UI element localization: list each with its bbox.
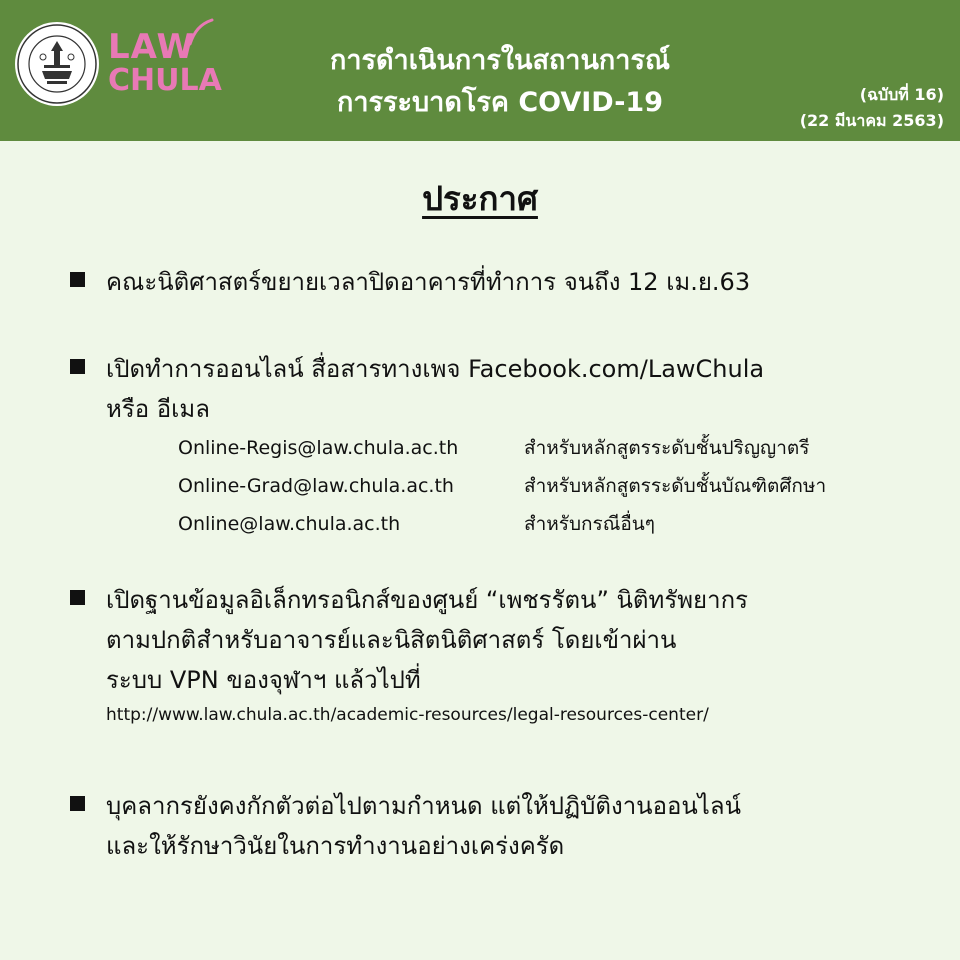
list-item-1 [70, 262, 930, 302]
email-row [178, 505, 930, 543]
email-purpose: สำหรับหลักสูตรระดับชั้นปริญญาตรี [524, 437, 810, 459]
header-bar [0, 0, 960, 141]
item-4-line-2: และให้รักษาวินัยในการทำงานอย่างเคร่งครัด [106, 832, 565, 860]
list-item-2 [70, 349, 930, 543]
brand-law-text: LAW [108, 27, 195, 67]
brand-chula-text: CHULA [108, 63, 222, 98]
list-item-3 [70, 580, 930, 730]
university-seal-logo [14, 21, 100, 107]
header-title [200, 40, 800, 124]
header-title-line-2: การระบาดโรค COVID-19 [337, 87, 663, 118]
email-purpose: สำหรับหลักสูตรระดับชั้นบัณฑิตศึกษา [524, 475, 827, 497]
legal-resources-link[interactable]: http://www.law.chula.ac.th/academic-resources/legal-resources-center/ [106, 705, 709, 725]
square-bullet-icon [70, 796, 85, 811]
item-2-line-1: เปิดทำการออนไลน์ สื่อสารทางเพจ Facebook.com/LawChula [106, 355, 765, 383]
item-4-line-1: บุคลากรยังคงกักตัวต่อไปตามกำหนด แต่ให้ปฏิบัติงานออนไลน์ [106, 792, 741, 820]
header-title-line-1: การดำเนินการในสถานการณ์ [329, 45, 670, 76]
email-row [178, 429, 930, 467]
email-list [178, 429, 930, 543]
email-address[interactable]: Online-Grad@law.chula.ac.th [178, 475, 454, 497]
item-3-line-1: เปิดฐานข้อมูลอิเล็กทรอนิกส์ของศูนย์ “เพชรรัตน” นิติทรัพยากร [106, 586, 748, 614]
item-3-line-3: ระบบ VPN ของจุฬาฯ แล้วไปที่ [106, 666, 421, 694]
announcement-title-text: ประกาศ [422, 179, 538, 218]
square-bullet-icon [70, 272, 85, 287]
list-item-4 [70, 786, 930, 866]
email-purpose: สำหรับกรณีอื่นๆ [524, 513, 655, 535]
edition-info [800, 82, 944, 134]
email-row [178, 467, 930, 505]
email-address[interactable]: Online@law.chula.ac.th [178, 513, 401, 535]
square-bullet-icon [70, 359, 85, 374]
announcement-title [0, 172, 960, 225]
item-2-line-2: หรือ อีเมล [106, 395, 210, 423]
item-3-line-2: ตามปกติสำหรับอาจารย์และนิสิตนิติศาสตร์ โดยเข้าผ่าน [106, 626, 677, 654]
edition-number: (ฉบับที่ 16) [859, 85, 944, 104]
edition-date: (22 มีนาคม 2563) [799, 111, 944, 130]
item-1-text: คณะนิติศาสตร์ขยายเวลาปิดอาคารที่ทำการ จนถึง 12 เม.ย.63 [106, 268, 751, 296]
square-bullet-icon [70, 590, 85, 605]
email-address[interactable]: Online-Regis@law.chula.ac.th [178, 437, 459, 459]
